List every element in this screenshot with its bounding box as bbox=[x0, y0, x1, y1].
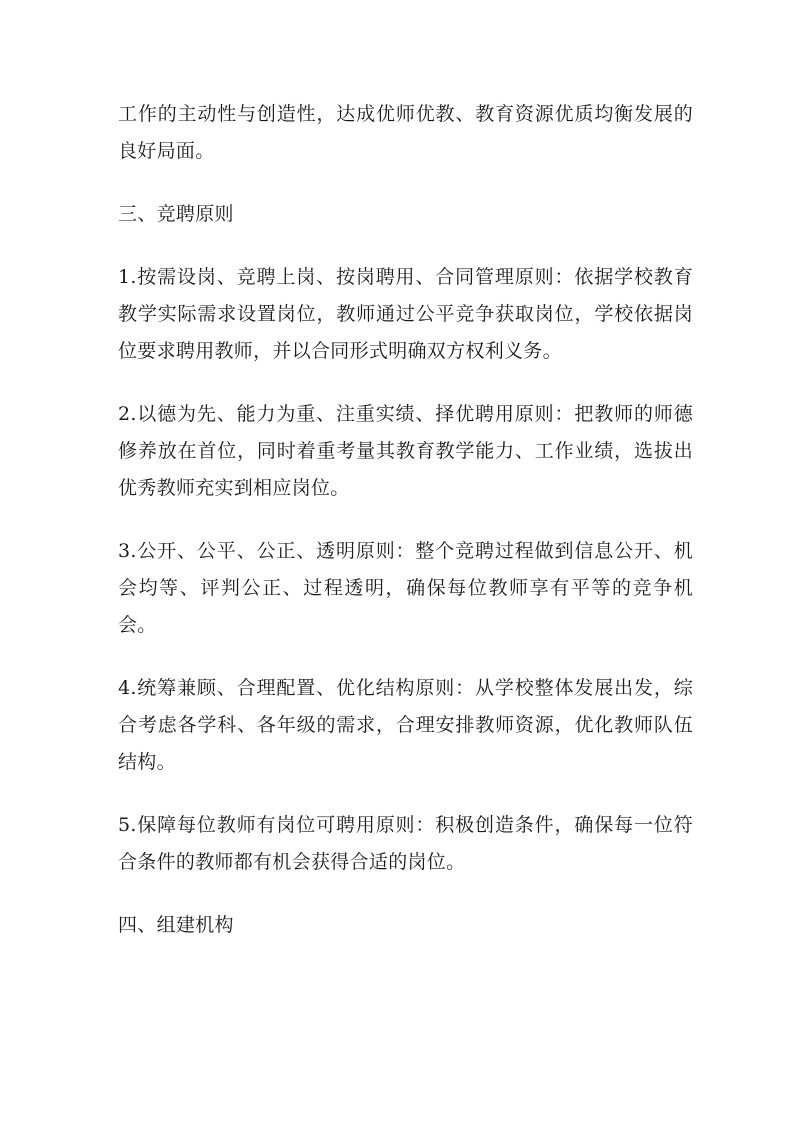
section-heading-principles: 三、竞聘原则 bbox=[118, 203, 234, 225]
paragraph-continuation: 工作的主动性与创造性，达成优师优教、教育资源优质均衡发展的良好局面。 bbox=[118, 103, 693, 162]
section-heading-organization: 四、组建机构 bbox=[118, 914, 234, 936]
principle-item-3: 3.公开、公平、公正、透明原则：整个竞聘过程做到信息公开、机会均等、评判公正、过程透明，确保每位教师享有平等的竞争机会。 bbox=[118, 540, 693, 636]
principle-item-2: 2.以德为先、能力为重、注重实绩、择优聘用原则：把教师的师德修养放在首位，同时着重考量其教育教学能力、工作业绩，选拔出优秀教师充实到相应岗位。 bbox=[118, 403, 693, 499]
principle-item-4: 4.统筹兼顾、合理配置、优化结构原则：从学校整体发展出发，综合考虑各学科、各年级的需求，合理安排教师资源，优化教师队伍结构。 bbox=[118, 677, 693, 773]
principle-item-1: 1.按需设岗、竞聘上岗、按岗聘用、合同管理原则：依据学校教育教学实际需求设置岗位，教师通过公平竞争获取岗位，学校依据岗位要求聘用教师，并以合同形式明确双方权利义务。 bbox=[118, 266, 693, 362]
principle-item-5: 5.保障每位教师有岗位可聘用原则：积极创造条件，确保每一位符合条件的教师都有机会获得合适的岗位。 bbox=[118, 814, 693, 873]
